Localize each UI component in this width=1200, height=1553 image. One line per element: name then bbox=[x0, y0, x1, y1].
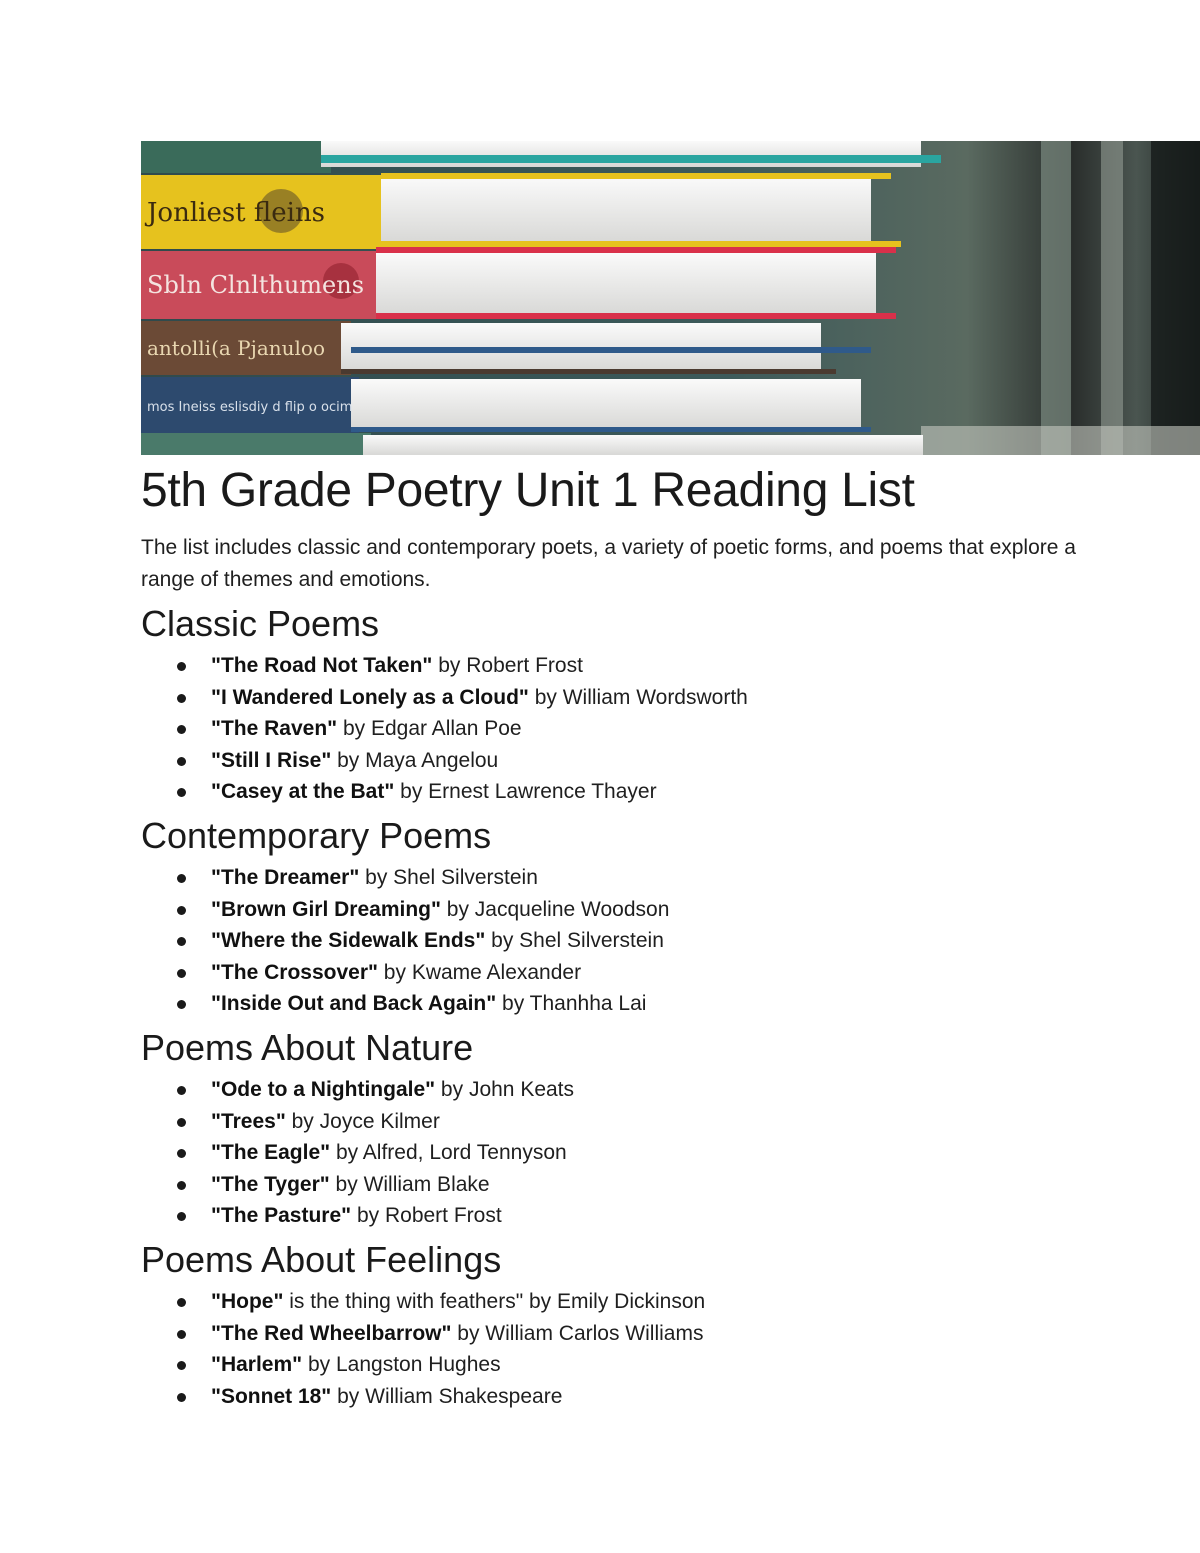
spine-text: Jonliest fleins bbox=[147, 198, 326, 228]
list-item bbox=[141, 1106, 1101, 1138]
list-item bbox=[141, 957, 1101, 989]
bullet-icon bbox=[177, 937, 186, 946]
intro-paragraph: The list includes classic and contemporary poets, a variety of poetic forms, and poems that explore a range of themes and emotions. bbox=[141, 536, 1076, 591]
list-item bbox=[141, 894, 1101, 926]
reading-list-sections bbox=[141, 602, 1101, 1412]
bullet-icon bbox=[177, 1086, 186, 1095]
bullet-icon bbox=[177, 1298, 186, 1307]
bullet-icon bbox=[177, 662, 186, 671]
poem-author: by William Wordsworth bbox=[528, 685, 748, 709]
bullet-icon bbox=[177, 969, 186, 978]
poem-title: "The Dreamer" bbox=[211, 865, 360, 889]
list-item bbox=[141, 925, 1101, 957]
poem-author: by Shel Silverstein bbox=[359, 865, 538, 889]
poem-title: "The Red Wheelbarrow" bbox=[211, 1321, 452, 1345]
poem-author: by Maya Angelou bbox=[331, 748, 499, 772]
poem-title: "The Road Not Taken" bbox=[211, 654, 433, 677]
list-item bbox=[141, 1318, 1101, 1350]
spine-text: antolli(a Pjanuloo bbox=[147, 336, 325, 360]
section-poems-about-feelings bbox=[141, 1238, 1101, 1412]
section-heading: Classic Poems bbox=[141, 603, 380, 644]
bullet-icon bbox=[177, 906, 186, 915]
bullet-icon bbox=[177, 1361, 186, 1370]
poem-title: "The Eagle" bbox=[211, 1141, 331, 1165]
poem-title: "Still I Rise" bbox=[211, 748, 332, 772]
list-item bbox=[141, 1200, 1101, 1232]
list-item bbox=[141, 713, 1101, 745]
section-heading: Poems About Nature bbox=[141, 1026, 474, 1068]
poem-author: by Kwame Alexander bbox=[377, 960, 582, 984]
poem-title: "Inside Out and Back Again" bbox=[211, 992, 497, 1016]
poem-title: "Ode to a Nightingale" bbox=[211, 1077, 436, 1101]
poem-author: is the thing with feathers" by Emily Dickinson bbox=[283, 1289, 706, 1313]
section-heading: Poems About Feelings bbox=[141, 1238, 502, 1280]
book-stack-illustration bbox=[141, 141, 1200, 455]
poem-author: by William Blake bbox=[329, 1172, 490, 1196]
poem-author: by Joyce Kilmer bbox=[285, 1109, 440, 1133]
bullet-icon bbox=[177, 1118, 186, 1127]
section-heading: Contemporary Poems bbox=[141, 814, 492, 856]
poem-author: by Shel Silverstein bbox=[485, 929, 664, 953]
spine-text: Sbln Clnlthumens bbox=[147, 271, 365, 299]
poem-author: by Robert Frost bbox=[432, 654, 583, 677]
poem-title: "The Tyger" bbox=[211, 1172, 330, 1196]
bullet-icon bbox=[177, 1181, 186, 1190]
list-item bbox=[141, 1169, 1101, 1201]
bullet-icon bbox=[177, 1149, 186, 1158]
list-item bbox=[141, 745, 1101, 777]
spine-text: mos Ineiss eslisdiy d flip o ocim bbox=[147, 400, 353, 415]
list-item bbox=[141, 1137, 1101, 1169]
list-item bbox=[141, 1074, 1101, 1106]
poem-title: "Casey at the Bat" bbox=[211, 780, 395, 804]
bullet-icon bbox=[177, 1000, 186, 1009]
poem-list bbox=[141, 862, 1101, 1020]
poem-author: by Thanhha Lai bbox=[496, 992, 647, 1016]
section-poems-about-nature bbox=[141, 1026, 1101, 1232]
poem-author: by John Keats bbox=[435, 1077, 575, 1101]
bullet-icon bbox=[177, 788, 186, 797]
bullet-icon bbox=[177, 725, 186, 734]
page-title: 5th Grade Poetry Unit 1 Reading List bbox=[141, 464, 915, 517]
list-item bbox=[141, 1349, 1101, 1381]
poem-author: by Ernest Lawrence Thayer bbox=[394, 780, 657, 804]
poem-title: "Trees" bbox=[211, 1109, 286, 1133]
bullet-icon bbox=[177, 874, 186, 883]
list-item bbox=[141, 650, 1101, 682]
poem-list bbox=[141, 1074, 1101, 1232]
poem-title: "The Crossover" bbox=[211, 960, 378, 984]
poem-author: by Edgar Allan Poe bbox=[337, 717, 522, 741]
bullet-icon bbox=[177, 1212, 186, 1221]
poem-author: by Robert Frost bbox=[351, 1204, 502, 1228]
poem-author: by Langston Hughes bbox=[302, 1353, 501, 1377]
bullet-icon bbox=[177, 1330, 186, 1339]
poem-title: "Where the Sidewalk Ends" bbox=[211, 929, 486, 953]
poem-author: by William Shakespeare bbox=[331, 1384, 563, 1408]
poem-author: by William Carlos Williams bbox=[451, 1321, 704, 1345]
bullet-icon bbox=[177, 757, 186, 766]
poem-title: "I Wandered Lonely as a Cloud" bbox=[211, 685, 529, 709]
list-item bbox=[141, 682, 1101, 714]
poem-title: "The Pasture" bbox=[211, 1204, 352, 1228]
poem-title: "The Raven" bbox=[211, 717, 338, 741]
hero-image-books bbox=[141, 141, 1200, 455]
list-item bbox=[141, 776, 1101, 808]
poem-title: "Harlem" bbox=[211, 1353, 303, 1377]
poem-list bbox=[141, 1286, 1101, 1412]
poem-title: "Hope" bbox=[211, 1289, 284, 1313]
section-classic-poems bbox=[141, 602, 1101, 808]
document-body bbox=[141, 462, 1101, 1412]
list-item bbox=[141, 1381, 1101, 1413]
list-item bbox=[141, 988, 1101, 1020]
poem-author: by Jacqueline Woodson bbox=[440, 897, 670, 921]
poem-title: "Sonnet 18" bbox=[211, 1384, 332, 1408]
bullet-icon bbox=[177, 1393, 186, 1402]
poem-author: by Alfred, Lord Tennyson bbox=[330, 1141, 567, 1165]
poem-title: "Brown Girl Dreaming" bbox=[211, 897, 441, 921]
section-contemporary-poems bbox=[141, 814, 1101, 1020]
poem-list bbox=[141, 650, 1101, 808]
list-item bbox=[141, 862, 1101, 894]
list-item bbox=[141, 1286, 1101, 1318]
bullet-icon bbox=[177, 694, 186, 703]
